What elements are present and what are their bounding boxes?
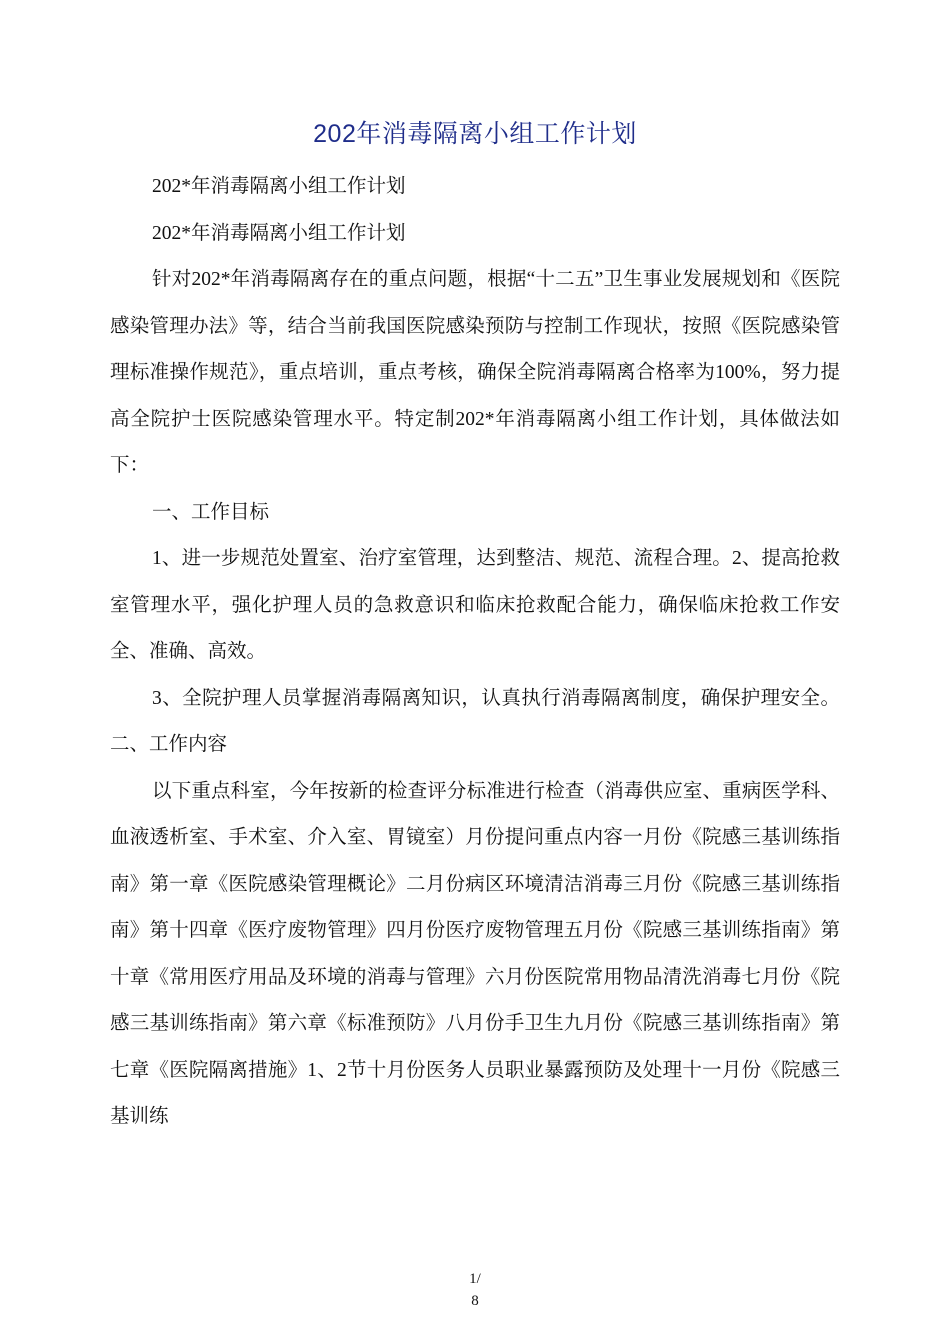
document-title: 202年消毒隔离小组工作计划 xyxy=(313,120,637,148)
paragraph-goals-3: 3、全院护理人员掌握消毒隔离知识，认真执行消毒隔离制度，确保护理安全。二、工作内容 xyxy=(110,687,840,755)
page-number-current: 1/ xyxy=(469,1271,481,1287)
document-body xyxy=(110,164,840,1141)
paragraph-subtitle-1: 202*年消毒隔离小组工作计划 xyxy=(152,176,406,197)
paragraph-goals-1-2: 1、进一步规范处置室、治疗室管理，达到整洁、规范、流程合理。2、提高抢救室管理水平，强化护理人员的急救意识和临床抢救配合能力，确保临床抢救工作安全、准确、高效。 xyxy=(110,548,840,662)
paragraph-subtitle-2: 202*年消毒隔离小组工作计划 xyxy=(152,222,406,244)
paragraph-introduction: 针对202*年消毒隔离存在的重点问题，根据“十二五”卫生事业发展规划和《医院感染管理办法》等，结合当前我国医院感染预防与控制工作现状，按照《医院感染管理标准操作规范》，重点培训，重点考核，确保全院消毒隔离合格率为100%，努力提高全院护士医院感染管理水平。特定制202*年消毒隔离小组工作计划，具体做法如下： xyxy=(110,269,840,476)
page-number-total: 8 xyxy=(471,1293,479,1309)
paragraph-work-content: 以下重点科室，今年按新的检查评分标准进行检查（消毒供应室、重病医学科、血液透析室、手术室、介入室、胃镜室）月份提问重点内容一月份《院感三基训练指南》第一章《医院感染管理概论》二月份病区环境清洁消毒三月份《院感三基训练指南》第十四章《医疗废物管理》四月份医疗废物管理五月份《院感三基训练指南》第十章《常用医疗用品及环境的消毒与管理》六月份医院常用物品清洗消毒七月份《院感三基训练指南》第六章《标准预防》八月份手卫生九月份《院感三基训练指南》第七章《医院隔离措施》1、2节十月份医务人员职业暴露预防及处理十一月份《院感三基训练 xyxy=(110,780,840,1127)
section-heading-goals: 一、工作目标 xyxy=(152,501,270,523)
